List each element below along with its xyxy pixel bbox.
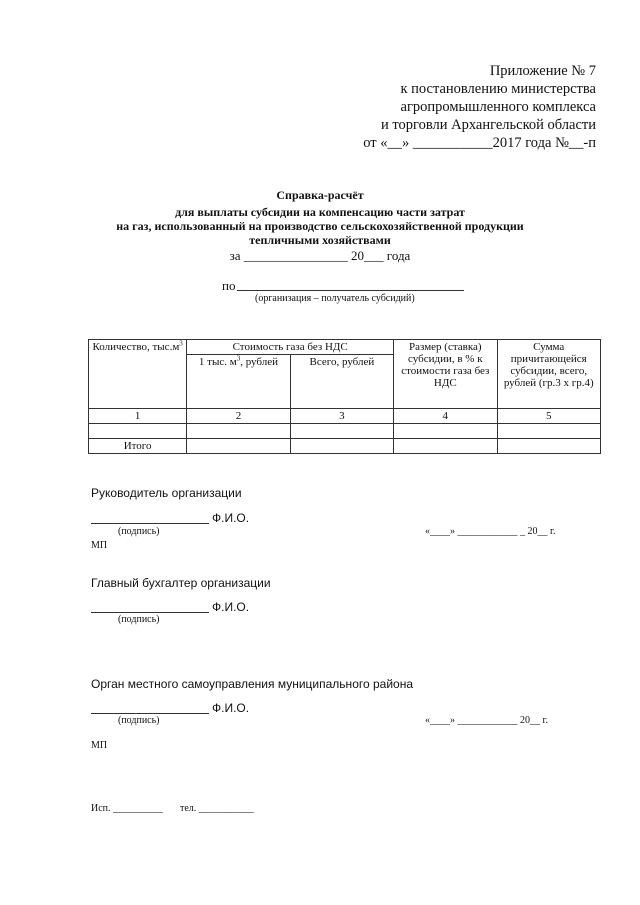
title-line-3: на газ, использованный на производство сельскохозяйственной продукции [116,219,524,233]
organization-line [237,290,464,291]
municipal-date-line: «____» ____________ 20__ г. [425,715,548,726]
table-cell: 3 [290,409,393,424]
table-row [89,409,601,424]
title-line-2: для выплаты субсидии на компенсацию части затрат [175,205,465,219]
table-cell: 5 [497,409,600,424]
accountant-title: Главный бухгалтер организации [91,576,271,590]
municipal-stamp: МП [91,740,108,751]
total-label: Итого [89,439,187,454]
table-cell[interactable] [394,439,497,454]
calculation-table [88,339,601,454]
table-cell[interactable] [394,424,497,439]
col-gas-cost-group-header: Стоимость газа без НДС [187,340,394,355]
executor-field: Исп. __________ [91,803,164,814]
head-signature-line[interactable] [91,523,209,524]
head-title: Руководитель организации [91,486,242,500]
accountant-signature-line[interactable] [91,612,209,613]
table-cell: 2 [187,409,290,424]
table-cell: 4 [394,409,497,424]
table-cell[interactable] [290,439,393,454]
title-line-4: тепличными хозяйствами [249,233,391,247]
municipal-title: Орган местного самоуправления муниципального района [91,677,414,691]
table-cell[interactable] [497,439,600,454]
table-cell[interactable] [290,424,393,439]
organization-caption: (организация – получатель субсидий) [255,293,415,304]
document-title: Справка-расчёт [276,188,364,202]
header-region: и торговли Архангельской области [380,117,596,133]
accountant-signature-caption: (подпись) [118,614,160,625]
header-appendix: Приложение № 7 [489,63,596,79]
header-ministry: агропромышленного комплекса [400,99,596,115]
municipal-fio: Ф.И.О. [212,701,250,715]
col-quantity-header: Количество, $тыс.м^3$ [89,340,187,409]
col-rate-header: Размер (ставка) субсидии, в % к стоимости газа без НДС [394,340,497,409]
head-fio: Ф.И.О. [212,511,250,525]
head-signature-caption: (подпись) [118,526,160,537]
organization-prefix: по [222,278,236,293]
header-resolution: к постановлению министерства [400,81,596,97]
col-sum-header: Сумма причитающейся субсидии, всего, рублей (гр.3 х гр.4) [497,340,600,409]
header-date-number: от «__» ___________2017 года №__-п [363,135,596,151]
table-cell[interactable] [187,424,290,439]
period-line: за ________________ 20___ года [229,248,411,263]
table-cell[interactable] [89,424,187,439]
table-row-total [89,439,601,454]
col-unit-price-header: 1 тыс. $м^3$, рублей [187,355,290,409]
head-stamp: МП [91,540,108,551]
table-cell[interactable] [497,424,600,439]
municipal-signature-line[interactable] [91,713,209,714]
municipal-signature-caption: (подпись) [118,715,160,726]
table-row [89,424,601,439]
col-total-cost-header: Всего, рублей [290,355,393,409]
phone-field: тел. ___________ [180,803,254,814]
table-cell[interactable] [187,439,290,454]
table-cell: 1 [89,409,187,424]
head-date-line: «____» ____________ _ 20__ г. [425,526,556,537]
accountant-fio: Ф.И.О. [212,600,250,614]
